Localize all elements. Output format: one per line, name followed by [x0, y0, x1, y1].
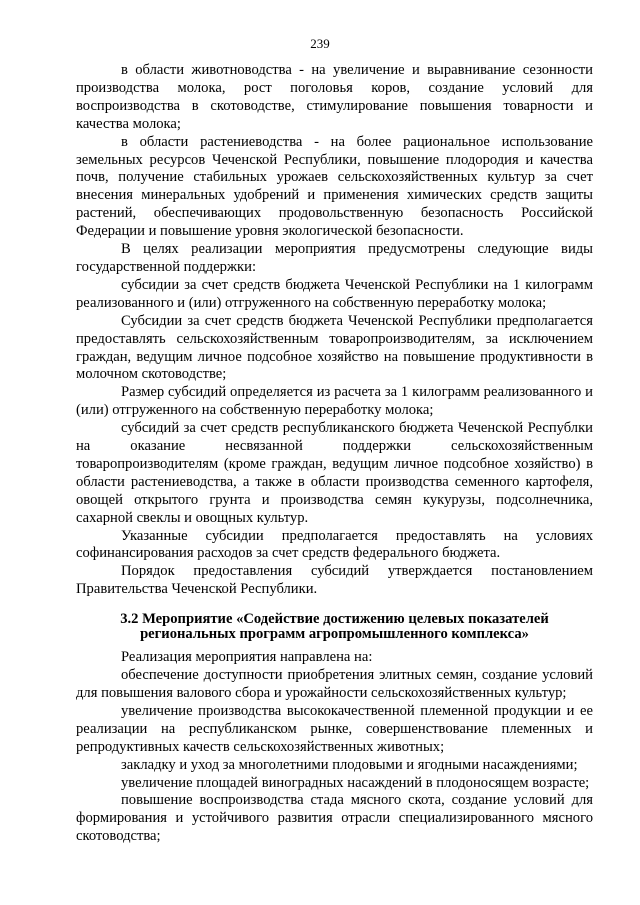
- page-number: 239: [310, 36, 330, 51]
- paragraph: субсидий за счет средств республиканского бюджета Чеченской Республки на оказание несвязанной поддержки сельскохозяйственным товаропроизводителям (кроме граждан, ведущим личное подсобное хозяйство) в области растениеводства, а также в области производства семенного картофеля, овощей открытого грунта и производства семян кукурузы, подсолнечника, сахарной свеклы и овощных культур.: [76, 420, 593, 526]
- section-heading: 3.2 Мероприятие «Содействие достижению целевых показателей региональных программ агропромышленного комплекса»: [120, 611, 549, 643]
- paragraph: увеличение производства высококачественной племенной продукции и ее реализации на республиканском рынке, совершенствование племенных и репродуктивных качеств сельскохозяйственных животных;: [76, 702, 593, 755]
- paragraph: в области растениеводства - на более рациональное использование земельных ресурсов Чеченской Республики, повышение плодородия и качества почв, получение стабильных урожаев сельскохозяйственных культур за счет внесения минеральных удобрений и применения химических средств защиты растений, обеспечивающих продовольственную безопасность Российской Федерации и повышение уровня экологической безопасности.: [76, 133, 593, 240]
- paragraph: в области животноводства - на увеличение и выравнивание сезонности производства молока, рост поголовья коров, создание условий для воспроизводства в скотоводстве, стимулирование повышения товарности и качества молока;: [76, 62, 593, 132]
- paragraph: Реализация мероприятия направлена на:: [121, 649, 373, 666]
- paragraph: обеспечение доступности приобретения элитных семян, создание условий для повышения валового сбора и урожайности сельскохозяйственных культур;: [76, 667, 593, 701]
- paragraph: Указанные субсидии предполагается предоставлять на условиях софинансирования расходов за счет средств федерального бюджета.: [76, 527, 593, 562]
- paragraph: субсидии за счет средств бюджета Чеченской Республики на 1 килограмм реализованного и (или) отгруженного на собственную переработку молока;: [76, 276, 593, 311]
- paragraph: Размер субсидий определяется из расчета за 1 килограмм реализованного и (или) отгруженного на собственную переработку молока;: [76, 384, 593, 419]
- paragraph: закладку и уход за многолетними плодовыми и ягодными насаждениями;: [121, 756, 578, 773]
- paragraph: Порядок предоставления субсидий утверждается постановлением Правительства Чеченской Республики.: [76, 563, 593, 598]
- paragraph: увеличение площадей виноградных насаждений в плодоносящем возрасте;: [121, 774, 590, 791]
- paragraph: повышение воспроизводства стада мясного скота, создание условий для формирования и устойчивого развития отрасли специализированного мясного скотоводства;: [76, 792, 593, 845]
- paragraph: Субсидии за счет средств бюджета Чеченской Республики предполагается предоставлять сельскохозяйственным товаропроизводителям, за исключением граждан, ведущим личное подсобное хозяйство на повышение продуктивности в молочном скотоводстве;: [76, 312, 593, 383]
- paragraph: В целях реализации мероприятия предусмотрены следующие виды государственной поддержки:: [76, 241, 593, 275]
- document-body: [76, 62, 593, 846]
